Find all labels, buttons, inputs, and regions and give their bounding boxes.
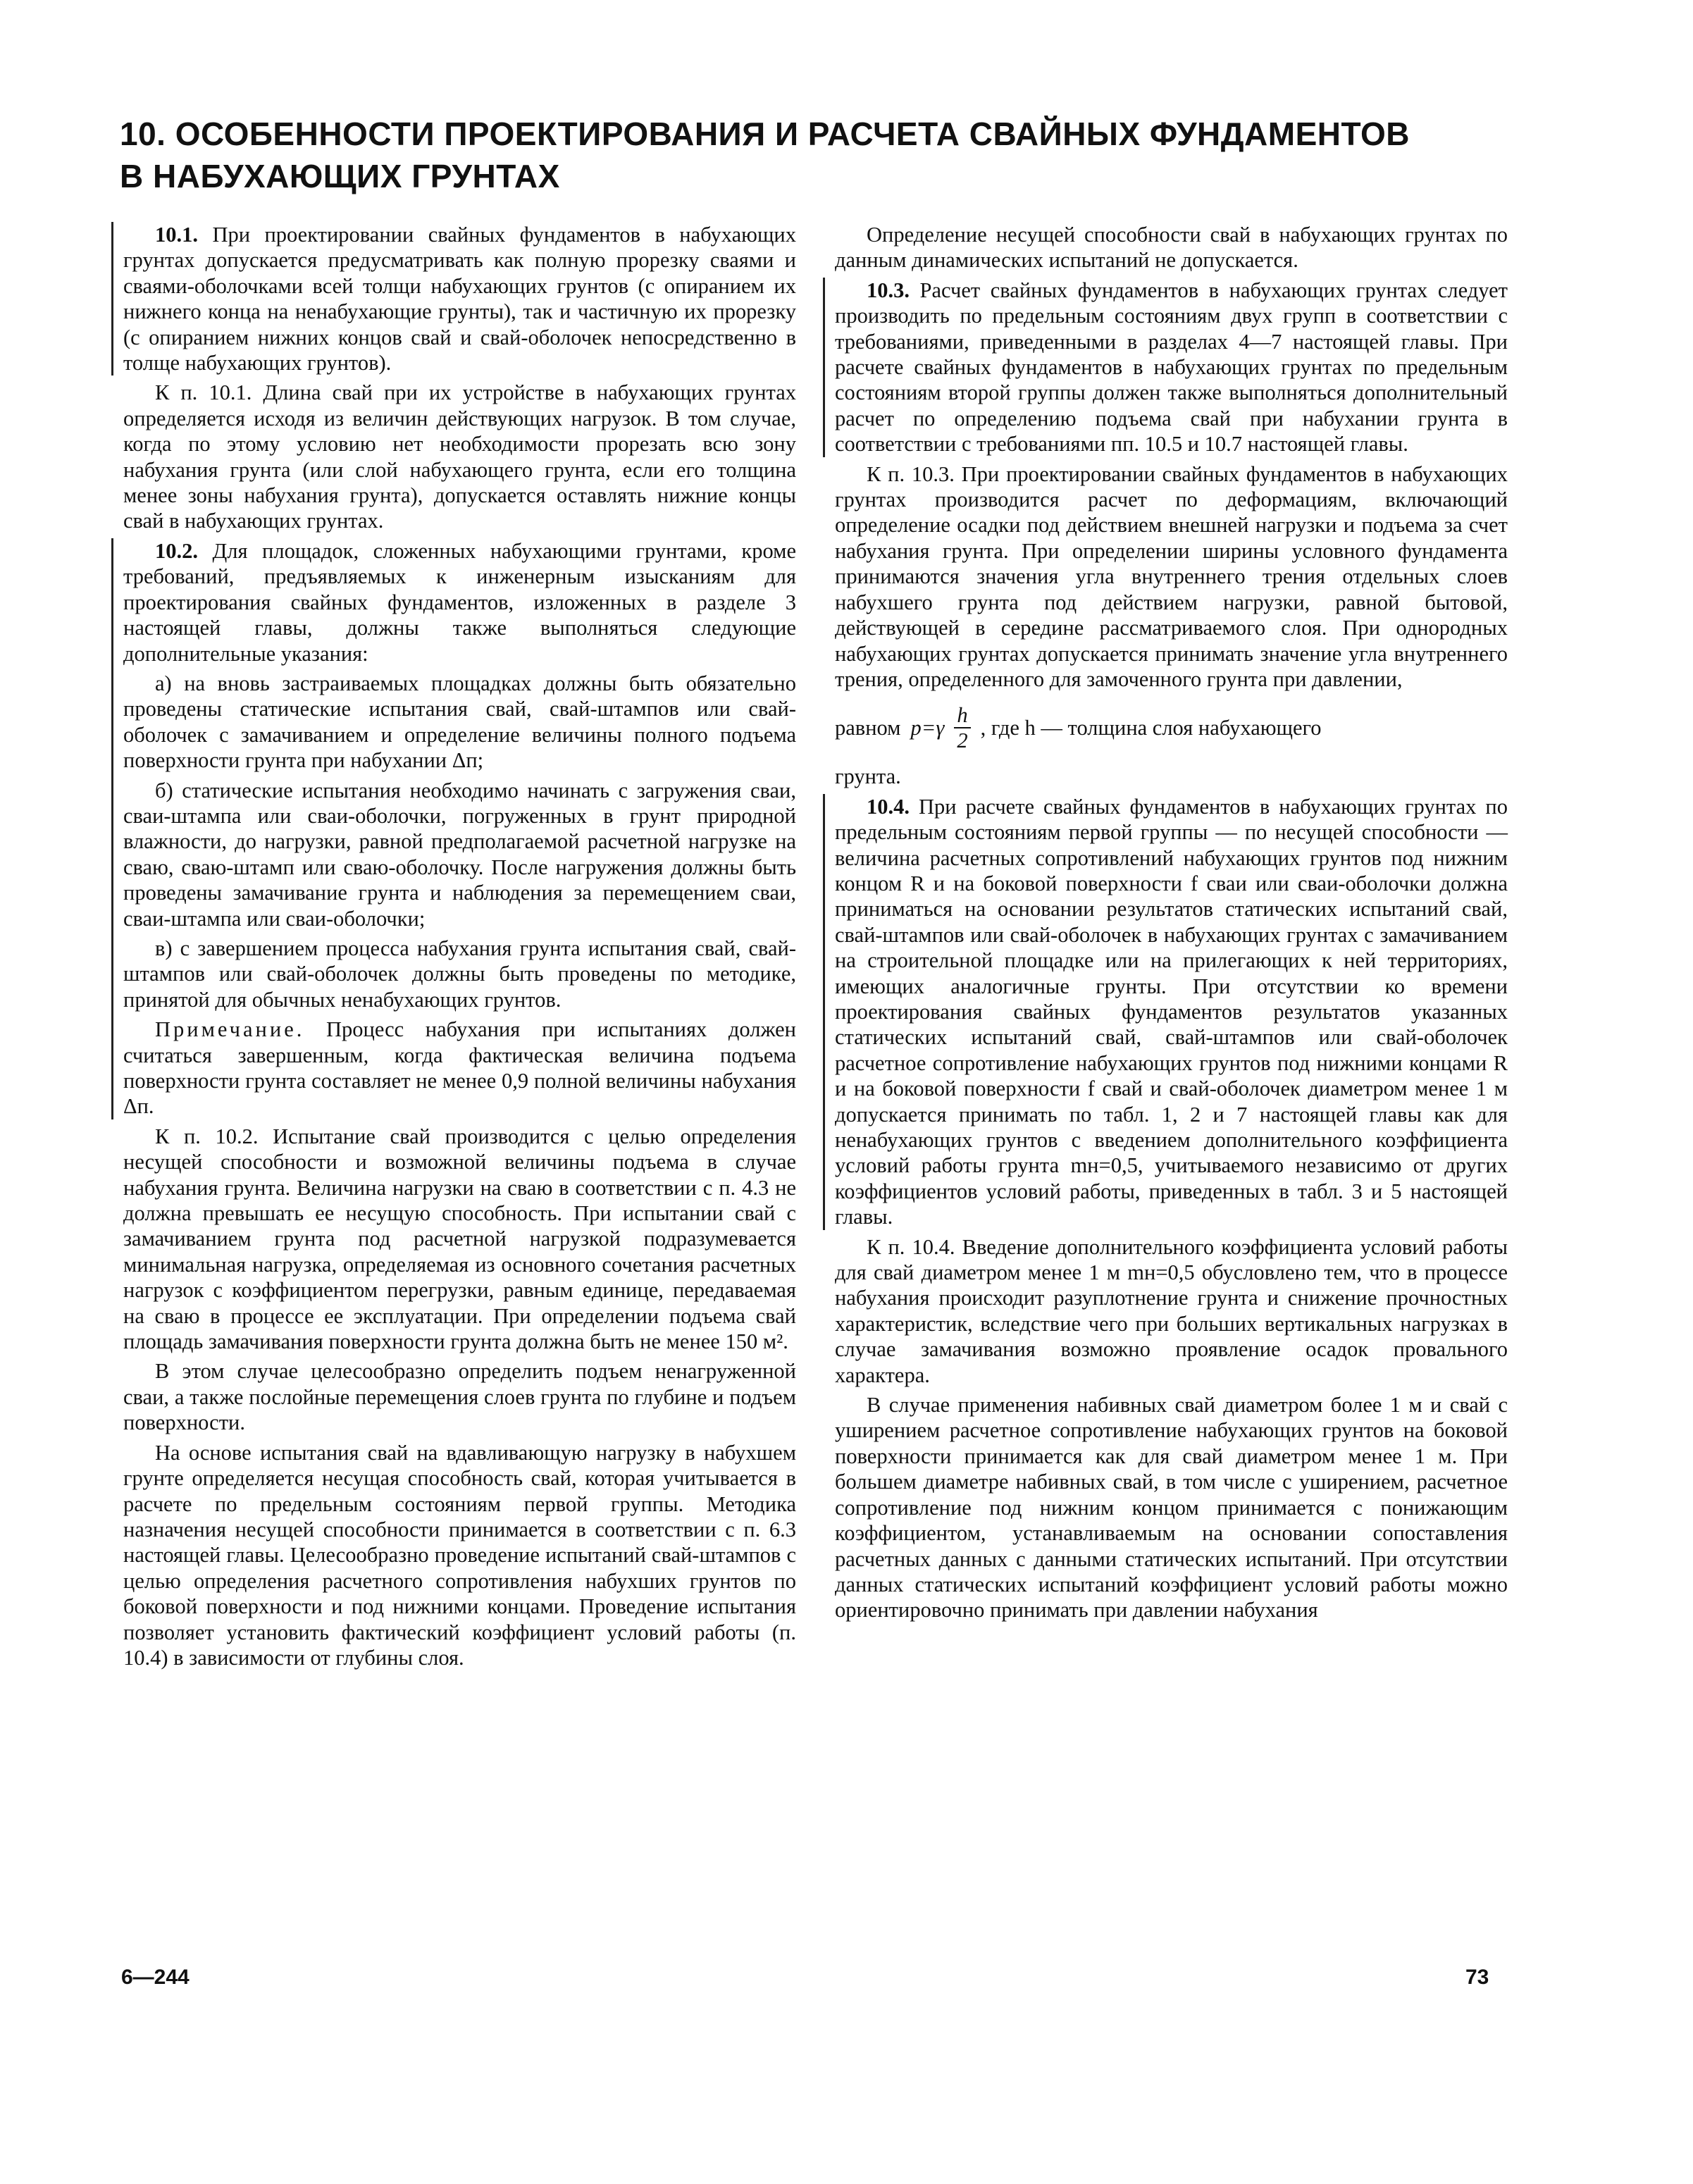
clause-10-3: [823, 278, 1508, 457]
paragraph: В этом случае целесообразно определить подъем ненагруженной сваи, а также послойные перемещения слоев грунта по глубине и подъем поверхности.: [123, 1359, 796, 1435]
commentary-10-2: К п. 10.2. Испытание свай производится с целью определения несущей способности и возможной величины подъема в случае набухания грунта. Величина нагрузки на сваю в соответствии с п. 4.3 не должна превышать ее несущую способность. При испытании свай с замачиванием грунта под расчетной нагрузкой подразумевается минимальная нагрузка, определяемая из основного сочетания расчетных нагрузок с коэффициентом перегрузки, равным единице, передаваемая на сваю в процессе ее эксплуатации. При определении подъема свай площадь замачивания поверхности грунта должна быть не менее 150 м².: [123, 1124, 796, 1354]
paragraph: В случае применения набивных свай диаметром более 1 м и свай с уширением расчетное сопротивление набухающих грунтов на боковой поверхности принимается как для свай диаметром менее 1 м. При большем диаметре набивных свай, в том числе с уширением, расчетное сопротивление под нижним концом принимается с понижающим коэффициентом, устанавливаемым на основании сопоставления расчетных данных с данными статических испытаний. При отсутствии данных статических испытаний коэффициент условий работы можно ориентировочно принимать при давлении набухания: [835, 1393, 1508, 1623]
formula-lhs: p=γ: [910, 716, 945, 740]
signature-mark: 6—244: [121, 1966, 190, 1989]
note-text: Процесс набухания при испытаниях должен считаться завершенным, когда фактическая величина подъема поверхности грунта составляет не менее 0,9 полной величины набухания Δп.: [123, 1017, 796, 1119]
item-v: в) с завершением процесса набухания грунта испытания свай, свай-штампов или свай-оболочек должны быть проведены по методике, принятой для обычных ненабухающих грунтов.: [123, 936, 796, 1012]
paragraph-text: Расчет свайных фундаментов в набухающих грунтах следует производить по предельным состояниям двух групп в соответствии с требованиями, приведенными в разделах 4—7 настоящей главы. При расчете свайных фундаментов в набухающих грунтах по предельным состояниям второй группы должен также выполняться дополнительный расчет по определению подъема свай при набухании грунта в соответствии с требованиями пп. 10.5 и 10.7 настоящей главы.: [835, 278, 1508, 457]
formula-prefix: равном: [835, 716, 901, 740]
left-column: [123, 222, 796, 1675]
formula-suffix: , где h — толщина слоя набухающего: [980, 716, 1322, 740]
paragraph-text: При проектировании свайных фундаментов в набухающих грунтах допускается предусматривать как полную прорезку сваями и сваями-оболочками всей толщи набухающих грунтов (с опиранием их нижнего конца на ненабухающие грунты), так и частичную их прорезку (с опиранием нижних концов свай и свай-оболочек непосредственно в толще набухающих грунтов).: [123, 223, 796, 376]
note: [123, 1017, 796, 1119]
formula-numerator: h: [954, 703, 970, 728]
paragraph: На основе испытания свай на вдавливающую нагрузку в набухшем грунте определяется несущая способность свай, которая учитывается в расчете по предельным состояниям первой группы. Методика назначения несущей способности принимается в соответствии с п. 6.3 настоящей главы. Целесообразно проведение испытаний свай-штампов с целью определения расчетного сопротивления набухших грунтов по боковой поверхности и под нижними концами. Проведение испытания позволяет установить фактический коэффициент условий работы (п. 10.4) в зависимости от глубины слоя.: [123, 1440, 796, 1670]
commentary-10-3: К п. 10.3. При проектировании свайных фундаментов в набухающих грунтах производится расчет по деформациям, включающий определение осадки под действием внешней нагрузки и подъема за счет набухания грунта. При определении ширины условного фундамента принимаются значения угла внутреннего трения отдельных слоев набухшего грунта под действием нагрузки, равной бытовой, действующей в середине рассматриваемого слоя. При однородных набухающих грунтах допускается принимать значение угла внутреннего трения, определенного для замоченного грунта при давлении,: [835, 461, 1508, 691]
formula: [835, 703, 1508, 752]
page-title: [120, 113, 1458, 197]
clause-10-2: [111, 538, 796, 1119]
paragraph-text: Для площадок, сложенных набухающими грунтами, кроме требований, предъявляемых к инженерным изысканиям для проектирования свайных фундаментов, изложенных в разделе 3 настоящей главы, должны также выполняться следующие дополнительные указания:: [123, 538, 796, 666]
formula-fraction: [954, 703, 970, 752]
paragraph: Определение несущей способности свай в набухающих грунтах по данным динамических испытаний не допускается.: [835, 223, 1508, 273]
clause-number: 10.1.: [155, 223, 198, 247]
title-line-2: В НАБУХАЮЩИХ ГРУНТАХ: [120, 158, 560, 194]
formula-denominator: 2: [957, 728, 968, 753]
note-label: Примечание.: [155, 1017, 305, 1042]
clause-number: 10.4.: [867, 794, 910, 819]
paragraph-text: При расчете свайных фундаментов в набухающих грунтах по предельным состояниям первой группы — по несущей способности — величина расчетных сопротивлений набухающих грунтов под нижним концом R и на боковой поверхности f сваи или сваи-оболочки должна приниматься на основании результатов статических испытаний свай, свай-штампов или свай-оболочек в набухающих грунтах с замачиванием на строительной площадке или на прилегающих к ней территориях, имеющих аналогичные грунты. При отсутствии ко времени проектирования свайных фундаментов результатов указанных статических испытаний свай, свай-штампов или свай-оболочек расчетное сопротивление набухающих грунтов под нижними концами R и на боковой поверхности f свай и свай-оболочек диаметром менее 1 м допускается принимать по табл. 1, 2 и 7 настоящей главы как для ненабухающих грунтов с введением дополнительного коэффициента условий работы грунта mн=0,5, учитываемого независимо от других коэффициентов условий работы, приведенных в табл. 3 и 5 настоящей главы.: [835, 794, 1508, 1229]
clause-10-1: [111, 222, 796, 376]
clause-10-4: [823, 794, 1508, 1230]
commentary-10-4: К п. 10.4. Введение дополнительного коэффициента условий работы для свай диаметром менее 1 м mн=0,5 обусловлено тем, что в процессе набухания происходит разуплотнение грунта и снижение прочностных характеристик, вследствие чего при больших вертикальных нагрузках в случае замачивания возможно проявление осадок провального характера.: [835, 1234, 1508, 1387]
clause-number: 10.2.: [155, 538, 198, 563]
item-a: а) на вновь застраиваемых площадках должны быть обязательно проведены статические испытания свай, свай-штампов или свай-оболочек с замачиванием и определение величины полного подъема поверхности грунта при набухании Δп;: [123, 671, 796, 773]
commentary-10-1: К п. 10.1. Длина свай при их устройстве в набухающих грунтах определяется исходя из величин действующих нагрузок. В том случае, когда по этому условию нет необходимости прорезать всю зону набухания грунта (или слой набухающего грунта, если его толщина менее зоны набухания грунта), допускается оставлять нижние концы свай в набухающих грунтах.: [123, 380, 796, 533]
formula-tail: грунта.: [835, 764, 901, 789]
clause-number: 10.3.: [867, 278, 910, 302]
title-line-1: 10. ОСОБЕННОСТИ ПРОЕКТИРОВАНИЯ И РАСЧЕТА СВАЙНЫХ ФУНДАМЕНТОВ: [120, 116, 1410, 152]
right-column: [835, 222, 1508, 1627]
page-number: 73: [1465, 1966, 1489, 1989]
item-b: б) статические испытания необходимо начинать с загружения сваи, сваи-штампа или сваи-оболочки, погруженных в грунт природной влажности, до нагрузки, равной предполагаемой расчетной нагрузке на сваю, сваю-штамп или сваю-оболочку. После нагружения должны быть проведены замачивание грунта и наблюдения за перемещением сваи, сваи-штампа или сваи-оболочки;: [123, 778, 796, 931]
